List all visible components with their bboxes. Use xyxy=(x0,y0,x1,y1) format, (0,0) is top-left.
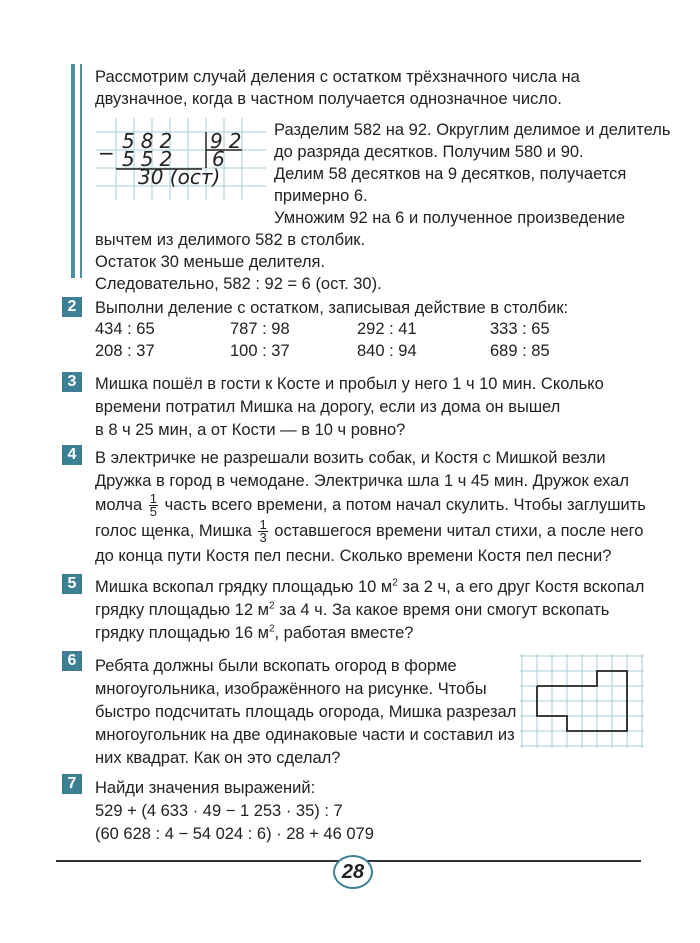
task-6-line-3: быстро подсчитать площадь огорода, Мишка разрезал xyxy=(95,703,517,721)
intro-step-6: вычтем из делимого 582 в столбик. xyxy=(95,231,366,249)
exercise-cell: 333 : 65 xyxy=(490,320,550,338)
task-7-line-1: Найди значения выражений: xyxy=(95,779,316,797)
t5g: грядку площадью 16 м xyxy=(95,624,269,642)
task-6-line-4: многоугольник на две одинаковые части и составил из xyxy=(95,726,515,744)
column-remainder: 30 (ост) xyxy=(138,165,221,189)
column-division xyxy=(96,118,268,202)
task-4-line-2: Дружка в город в чемодане. Электричка шла 1 ч 45 мин. Дружок ехал xyxy=(95,472,629,490)
t5c: за 2 ч, а его друг Костя вскопал xyxy=(397,578,645,596)
task-6-line-5: них квадрат. Как он это сделал? xyxy=(95,749,341,767)
t5d: грядку площадью 12 м xyxy=(95,601,269,619)
t5i: , работая вместе? xyxy=(274,624,414,642)
task-5-line-1 xyxy=(95,576,644,599)
task-number-4: 4 xyxy=(62,445,82,465)
exercise-cell: 840 : 94 xyxy=(357,342,417,360)
intro-step-2: до разряда десятков. Получим 580 и 90. xyxy=(274,143,584,161)
task-4-line-1: В электричке не разрешали возить собак, и Костя с Мишкой везли xyxy=(95,449,606,467)
task-4-line-5: до конца пути Костя пел песни. Сколько времени Костя пел песни? xyxy=(95,547,612,565)
column-quotient: 6 xyxy=(212,147,225,171)
intro-bar xyxy=(71,64,75,278)
column-minus: − xyxy=(98,141,115,165)
task-6-line-1: Ребята должны были вскопать огород в форме xyxy=(95,657,457,675)
column-divisor: 92 xyxy=(210,129,248,153)
intro-bar-thin xyxy=(80,64,82,278)
frac-num: 1 xyxy=(259,517,267,532)
task-number-2: 2 xyxy=(62,297,82,317)
intro-step-3: Делим 58 десятков на 9 десятков, получается xyxy=(274,165,627,183)
task-4-line-3-text: часть всего времени, а потом начал скулить. Чтобы заглушить xyxy=(164,495,646,514)
fraction-one-third xyxy=(258,519,267,544)
t5e: 2 xyxy=(268,600,275,612)
task-7-expression-1: 529 + (4 633 · 49 − 1 253 · 35) : 7 xyxy=(95,802,343,820)
frac-den: 3 xyxy=(259,530,267,545)
task-4-word: молча xyxy=(95,495,143,514)
t5b: 2 xyxy=(392,577,398,589)
t5f: за 4 ч. За какое время они смогут вскопать xyxy=(274,601,610,619)
t5h: 2 xyxy=(268,623,275,635)
exercise-cell: 434 : 65 xyxy=(95,320,155,338)
task-4-line-4 xyxy=(95,519,643,544)
column-subtrahend: 552 xyxy=(122,147,179,171)
task-3-line-1: Мишка пошёл в гости к Косте и пробыл у него 1 ч 10 мин. Сколько xyxy=(95,375,604,393)
task-4-line-4-text: голос щенка, Мишка xyxy=(95,521,252,540)
intro-step-7: Остаток 30 меньше делителя. xyxy=(95,253,326,271)
frac-den: 5 xyxy=(149,504,158,519)
task-number-5: 5 xyxy=(62,574,82,594)
exercise-cell: 292 : 41 xyxy=(357,320,417,338)
task-4-line-4-rest: оставшегося времени читал стихи, а после него xyxy=(274,521,644,540)
exercise-cell: 787 : 98 xyxy=(230,320,290,338)
column-dividend: 582 xyxy=(122,129,179,153)
exercise-cell: 689 : 85 xyxy=(490,342,550,360)
task-6-line-2: многоугольника, изображённого на рисунке. Чтобы xyxy=(95,680,487,698)
exercise-cell: 100 : 37 xyxy=(230,342,290,360)
task-number-7: 7 xyxy=(62,774,82,794)
intro-step-4: примерно 6. xyxy=(274,187,368,205)
task-number-6: 6 xyxy=(62,651,82,671)
task-3-line-2: времени потратил Мишка на дорогу, если из дома он вышел xyxy=(95,398,561,416)
polygon-grid-figure xyxy=(520,654,646,750)
page-number: 28 xyxy=(333,855,373,889)
task-5-line-3 xyxy=(95,622,413,645)
t5a: Мишка вскопал грядку площадью 10 м xyxy=(95,578,393,596)
task-7-expression-2: (60 628 : 4 − 54 024 : 6) · 28 + 46 079 xyxy=(95,825,374,843)
intro-line-2: двузначное, когда в частном получается однозначное число. xyxy=(95,90,562,108)
intro-step-5: Умножим 92 на 6 и полученное произведение xyxy=(274,209,626,227)
task-2-text: Выполни деление с остатком, записывая действие в столбик: xyxy=(95,299,569,317)
task-3-line-3: в 8 ч 25 мин, а от Кости — в 10 ч ровно? xyxy=(95,421,406,439)
intro-step-8: Следовательно, 582 : 92 = 6 (ост. 30). xyxy=(95,275,382,293)
intro-step-1: Разделим 582 на 92. Округлим делимое и делитель xyxy=(274,121,671,139)
task-4-line-3 xyxy=(95,493,646,518)
intro-line-1: Рассмотрим случай деления с остатком трёхзначного числа на xyxy=(95,68,580,86)
task-5-line-2 xyxy=(95,599,609,622)
task-number-3: 3 xyxy=(62,372,82,392)
frac-num: 1 xyxy=(149,491,158,506)
exercise-cell: 208 : 37 xyxy=(95,342,155,360)
fraction-one-fifth xyxy=(149,493,158,518)
